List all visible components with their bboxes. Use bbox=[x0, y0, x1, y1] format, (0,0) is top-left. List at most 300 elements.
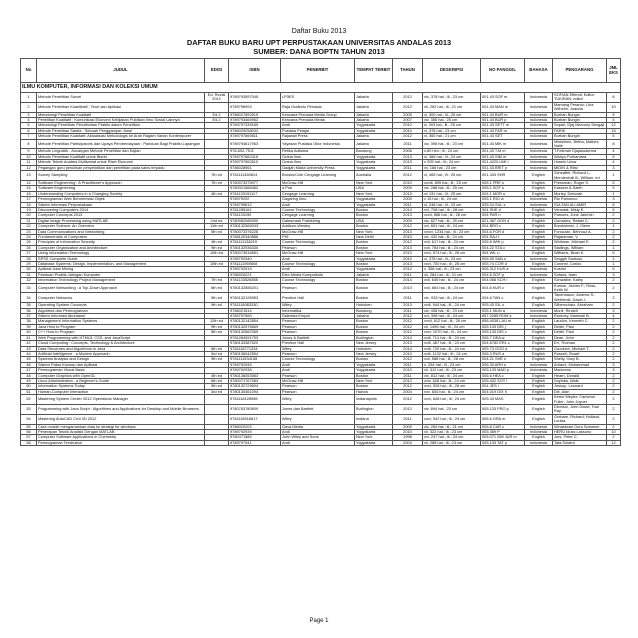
section-row bbox=[21, 83, 621, 93]
table-cell: 001.43 BUR m bbox=[481, 112, 525, 117]
table-cell: Wiley bbox=[281, 414, 355, 424]
table-cell: Madcoms bbox=[553, 368, 607, 373]
table-cell: English bbox=[525, 229, 553, 234]
table-cell: 005.1 RIO w bbox=[481, 197, 525, 202]
table-cell: Yogyakarta bbox=[355, 128, 393, 133]
table-cell: 37 bbox=[21, 314, 37, 319]
table-cell: English bbox=[525, 335, 553, 340]
table-cell: 56 bbox=[21, 430, 37, 435]
table-cell: 5 bbox=[607, 180, 621, 185]
table-cell: Laudon, Kenneth C. bbox=[553, 319, 607, 324]
table-cell: 2010 bbox=[393, 123, 423, 128]
table-cell: x 205 hal.; ill.; 24 cm bbox=[423, 160, 481, 165]
table-cell: 004.6 SOF p bbox=[481, 272, 525, 277]
table-cell: 2 bbox=[607, 341, 621, 346]
table-cell: 9780471585 bbox=[229, 435, 281, 440]
table-cell: 44 bbox=[21, 351, 37, 356]
table-cell: 10th ed bbox=[205, 262, 229, 267]
table-cell: English bbox=[525, 278, 553, 283]
table-cell: Gonzalez, Rafael C. bbox=[553, 218, 607, 223]
table-cell: Penelitian Kualitatif : Komunikasi Ekonomi Kebijakan Publikan Ilmu Sosial Lainnya bbox=[37, 118, 205, 123]
table-cell: 001.43 SOF m bbox=[481, 93, 525, 103]
table-cell: Mikkelsen, Britha; Mathes Nalle bbox=[553, 139, 607, 149]
table-cell: 11 bbox=[21, 160, 37, 165]
col-tempat: TEMPAT TERBIT bbox=[355, 59, 393, 83]
table-cell: Mamang Peranto; Lina Wilhelm; Juanda bbox=[553, 102, 607, 112]
table-cell: Pearson bbox=[281, 389, 355, 394]
table-cell: Jones & Bartlett bbox=[281, 335, 355, 340]
table-cell: xiv, 827 hal.; ill.; 25 cm bbox=[423, 218, 481, 223]
table-cell: 025.04 SUL s bbox=[481, 202, 525, 207]
table-cell: Metode Linguistik : Ancangan Metode Penelitian dan Kajian bbox=[37, 149, 205, 154]
section-label: ILMU KOMPUTER, INFORMASI DAN KOLEKSI UMUM bbox=[21, 83, 621, 93]
table-cell: xv 131 hal.; ill.; 25 cm bbox=[423, 191, 481, 196]
table-cell: 9789795612 bbox=[229, 202, 281, 207]
book-table bbox=[20, 58, 621, 446]
table-cell: Discovering Computers 2014 bbox=[37, 207, 205, 212]
table-cell: xiv, 396 hal.; ill.; 23 cm bbox=[423, 139, 481, 149]
table-cell: 38 bbox=[21, 319, 37, 324]
table-cell: Refika Aditama bbox=[281, 149, 355, 154]
table-cell: 1 bbox=[607, 171, 621, 181]
table-cell: 9781111534158 bbox=[229, 357, 281, 362]
table-cell: 2014 bbox=[393, 335, 423, 340]
table-cell: Indonesia bbox=[525, 424, 553, 429]
table-cell: Arhami, Muhammad bbox=[553, 362, 607, 367]
table-cell: Cloud Computing : Concepts, Technology & Architecture bbox=[37, 341, 205, 346]
table-cell: xxv, 834 hal.; ill.; 24 cm bbox=[423, 389, 481, 394]
table-cell: 9786021514 bbox=[229, 308, 281, 313]
table-row bbox=[21, 102, 621, 112]
table-cell: Jakarta bbox=[355, 93, 393, 103]
table-cell: English bbox=[525, 213, 553, 218]
table-cell: 9781133191117 bbox=[229, 191, 281, 196]
table-cell: Jakarta bbox=[355, 314, 393, 319]
table-cell: 9781284091793 bbox=[229, 335, 281, 340]
table-cell: 9780132662369 bbox=[229, 330, 281, 335]
table-cell: English bbox=[525, 319, 553, 324]
table-cell: 3 bbox=[607, 368, 621, 373]
table-cell: 21 bbox=[21, 218, 37, 223]
table-cell: xvi, 651 hal.; ill.; 24 cm bbox=[423, 224, 481, 229]
table-cell: Shelly, Gary B. bbox=[553, 357, 607, 362]
table-cell: Yogyakarta bbox=[355, 154, 393, 159]
table-cell: 005.133 TAT p bbox=[481, 440, 525, 445]
table-cell: Information Technology Project Management bbox=[37, 278, 205, 283]
table-cell: Pustaka Pelajar bbox=[281, 128, 355, 133]
table-cell: 2012 bbox=[393, 314, 423, 319]
col-bahasa: BAHASA bbox=[525, 59, 553, 83]
col-jml-eks: JML EKS bbox=[607, 59, 621, 83]
table-cell: English bbox=[525, 191, 553, 196]
table-cell: 1 bbox=[607, 224, 621, 229]
table-cell: xvii, 617 hal.; ill.; 24 cm bbox=[423, 240, 481, 245]
table-cell: 1 bbox=[607, 262, 621, 267]
table-cell: 658.4038 LAU m bbox=[481, 319, 525, 324]
table-cell: 54 bbox=[21, 414, 37, 424]
table-cell: Survey Sampling bbox=[37, 171, 205, 181]
table-cell: 005.43 MAS bbox=[481, 395, 525, 405]
table-cell: McGraw-Hill bbox=[281, 180, 355, 185]
table-cell: xxvii, 856 hal.; ill.; 28 cm bbox=[423, 213, 481, 218]
table-cell: Indonesia bbox=[525, 272, 553, 277]
table-cell: Bandung bbox=[355, 308, 393, 313]
table-cell: Dionisio, John David; Toal Ray bbox=[553, 404, 607, 414]
table-cell: McGraw-Hill bbox=[281, 251, 355, 256]
table-cell: xxvi, 574 hal.; ill.; 28 cm bbox=[423, 251, 481, 256]
table-cell: 5th ed bbox=[205, 293, 229, 303]
table-cell: 2012 bbox=[393, 404, 423, 414]
table-cell: 9780073376226 bbox=[229, 229, 281, 234]
table-cell: Gatesmark Publishing bbox=[281, 218, 355, 223]
table-cell: 2 bbox=[607, 373, 621, 378]
table-cell: 2012 bbox=[393, 267, 423, 272]
table-cell: xviii, 1132 hal.; ill.; 24 cm bbox=[423, 351, 481, 356]
col-no: No bbox=[21, 59, 37, 83]
table-cell: 29 bbox=[21, 262, 37, 267]
table-cell: 2014 bbox=[393, 346, 423, 351]
table-cell: 12th ed bbox=[205, 319, 229, 324]
table-cell: 9789792940 bbox=[229, 256, 281, 261]
table-cell: 005.55 SAN s bbox=[481, 256, 525, 261]
table-cell: Indonesia bbox=[525, 123, 553, 128]
table-cell: Dean, John bbox=[553, 335, 607, 340]
table-cell: 8 bbox=[607, 202, 621, 207]
table-cell: New Jersey bbox=[355, 341, 393, 346]
table-cell: Indonesia bbox=[525, 128, 553, 133]
table-cell: English bbox=[525, 357, 553, 362]
table-cell: 3 bbox=[607, 165, 621, 170]
table-cell: 2009 bbox=[393, 186, 423, 191]
table-cell: Tanenbaum, Andrew S.; Wetherall, David J. bbox=[553, 293, 607, 303]
table-cell: Java How to Program bbox=[37, 324, 205, 329]
table-cell: 4th ed bbox=[205, 240, 229, 245]
table-cell: Yogyakarta bbox=[355, 362, 393, 367]
table-cell: 9780132856201 bbox=[229, 283, 281, 293]
table-cell: 25 bbox=[21, 240, 37, 245]
col-deskripsi: DESKRIPSI bbox=[423, 59, 481, 83]
table-cell: Vermaat, Misty E. bbox=[553, 207, 607, 212]
table-cell: Boston bbox=[355, 319, 393, 324]
table-cell: 2013 bbox=[393, 160, 423, 165]
table-cell: xxvi, 942 hal.; ill.; 24 cm bbox=[423, 414, 481, 424]
table-cell: Information Systems Today bbox=[37, 384, 205, 389]
table-cell: Informatika bbox=[281, 308, 355, 313]
table-cell: Pearson bbox=[281, 319, 355, 324]
table-cell: 6th ed bbox=[205, 283, 229, 293]
table-cell: 2 bbox=[607, 395, 621, 405]
table-cell: 621.367 GON d bbox=[481, 218, 525, 223]
table-cell: xii, 252 hal.; ill.; 21 cm bbox=[423, 102, 481, 112]
table-cell: Web Programming with HTML5, CSS, and JavaScript bbox=[37, 335, 205, 340]
table-cell: English bbox=[525, 180, 553, 185]
table-cell: Andi bbox=[281, 368, 355, 373]
table-cell: 2004 bbox=[393, 440, 423, 445]
table-cell: 9780136042594 bbox=[229, 351, 281, 356]
table-cell: 2012 bbox=[393, 319, 423, 324]
table-row bbox=[21, 404, 621, 414]
table-cell: Rajawali Press bbox=[281, 134, 355, 139]
table-cell: 3 bbox=[21, 112, 37, 117]
table-cell: 50 bbox=[21, 384, 37, 389]
table-cell: Fundamentals of Computers bbox=[37, 234, 205, 239]
table-cell: 6th ed bbox=[205, 346, 229, 351]
table-cell: 4 bbox=[607, 160, 621, 165]
table-cell: xxvi, 528 hal.; ill.; 28 cm bbox=[423, 384, 481, 389]
table-cell: Indonesia bbox=[525, 102, 553, 112]
table-cell: Burlington bbox=[355, 335, 393, 340]
table-cell: xix, 933 hal.; ill.; 24 cm bbox=[423, 293, 481, 303]
table-cell: Hoboken bbox=[355, 346, 393, 351]
table-cell: 005.73 GOO d bbox=[481, 346, 525, 351]
table-cell: Operating System Concepts bbox=[37, 303, 205, 308]
table-cell: xxvi, 700 hal.; ill.; 28 cm bbox=[423, 262, 481, 267]
table-cell: 005.1 MUN a bbox=[481, 308, 525, 313]
table-cell: xli, 1496 hal.; ill.; 24 cm bbox=[423, 324, 481, 329]
table-cell: Wiley bbox=[281, 346, 355, 351]
table-cell: 9781133190 bbox=[229, 213, 281, 218]
table-cell: Software Engineering bbox=[37, 186, 205, 191]
table-cell: xxvi, 648 hal.; ill.; 24 cm bbox=[423, 395, 481, 405]
table-cell: Andi bbox=[281, 256, 355, 261]
table-cell: Dix, Alan bbox=[553, 389, 607, 394]
table-cell: New York bbox=[355, 191, 393, 196]
table-cell: 45 bbox=[21, 357, 37, 362]
table-cell: 001.4220 UMI I bbox=[481, 160, 525, 165]
table-cell bbox=[205, 395, 229, 405]
table-cell: English bbox=[525, 262, 553, 267]
table-cell: 9781111969608 bbox=[229, 262, 281, 267]
table-cell: Addison-Wesley bbox=[281, 224, 355, 229]
table-cell: Jakarta bbox=[355, 102, 393, 112]
table-cell: Prentice Hall bbox=[281, 293, 355, 303]
table-cell: Pearson bbox=[281, 384, 355, 389]
table-cell: 58 bbox=[21, 440, 37, 445]
table-cell: 005.432 SOY l bbox=[481, 378, 525, 383]
table-cell: Pearson bbox=[281, 330, 355, 335]
table-cell: Human-Computer Interaction bbox=[37, 389, 205, 394]
table-cell: Yogyakarta bbox=[355, 440, 393, 445]
table-cell: 9781118771334 bbox=[229, 346, 281, 351]
table-cell: Cengage Learning bbox=[281, 191, 355, 196]
table-cell: Australia bbox=[355, 171, 393, 181]
table-cell: 2 bbox=[607, 389, 621, 394]
table-cell: 8 bbox=[21, 139, 37, 149]
table-cell: Yogyakarta bbox=[355, 202, 393, 207]
table-cell: 36 bbox=[21, 308, 37, 313]
table-cell: English bbox=[525, 234, 553, 239]
table-cell: Andi bbox=[281, 430, 355, 435]
table-cell: 9786020221 bbox=[229, 272, 281, 277]
table-cell: 2012 bbox=[393, 171, 423, 181]
table-cell: 9781118063330 bbox=[229, 303, 281, 308]
table-cell: 001.433 SHR bbox=[481, 171, 525, 181]
table-cell: 9th ed bbox=[205, 245, 229, 250]
table-cell: Prentice Hall bbox=[281, 341, 355, 346]
table-cell: New York bbox=[355, 378, 393, 383]
table-cell: Pemrograman Terstruktur bbox=[37, 440, 205, 445]
table-cell: Course Technology bbox=[281, 262, 355, 267]
table-cell: 2 bbox=[607, 404, 621, 414]
table-cell: 5 bbox=[607, 267, 621, 272]
table-cell: Sistem Informasi Akuntansi bbox=[37, 314, 205, 319]
table-cell: 005.133 PRO p bbox=[481, 404, 525, 414]
table-cell: 2013 bbox=[393, 229, 423, 234]
table-cell: 9780982085400 bbox=[229, 218, 281, 223]
table-cell: Boston bbox=[355, 373, 393, 378]
table-cell: Soyinka, Wale bbox=[553, 378, 607, 383]
table-cell bbox=[205, 139, 229, 149]
table-cell: 32 bbox=[21, 278, 37, 283]
table-cell: English bbox=[525, 384, 553, 389]
table-cell: 004.068 SCH i bbox=[481, 278, 525, 283]
table-cell: Computer Networks bbox=[37, 293, 205, 303]
table-cell: xviii, 720 hal.; ill.; 24 cm bbox=[423, 346, 481, 351]
table-cell: Indonesia bbox=[525, 160, 553, 165]
table-cell: Indonesia bbox=[525, 267, 553, 272]
table-cell: Wahyu Purhantara bbox=[553, 154, 607, 159]
table-cell: 2 bbox=[607, 213, 621, 218]
table-cell: 42 bbox=[21, 341, 37, 346]
table-cell: Russell, Stuart bbox=[553, 351, 607, 356]
table-cell: 2 bbox=[607, 293, 621, 303]
table-cell: 005.43 SIL o bbox=[481, 303, 525, 308]
table-cell: 7th ed bbox=[205, 278, 229, 283]
table-cell: 004.6 FOR d bbox=[481, 229, 525, 234]
table-cell: 9789792919 bbox=[229, 267, 281, 272]
table-cell: 28 bbox=[21, 256, 37, 261]
table-cell: Panduan Praktis Jaringan Komputer bbox=[37, 272, 205, 277]
table-cell: English bbox=[525, 186, 553, 191]
table-cell: 3 bbox=[607, 308, 621, 313]
table-cell: Deitel, Paul bbox=[553, 324, 607, 329]
table-cell: xix, 812 hal.; ill.; 24 cm bbox=[423, 373, 481, 378]
col-no-panggil: NO PANGGIL bbox=[481, 59, 525, 83]
table-cell: 39 bbox=[21, 324, 37, 329]
table-cell: xxii, 645 hal.; ill.; 24 cm bbox=[423, 278, 481, 283]
table-cell: 2005 bbox=[393, 112, 423, 117]
table-cell bbox=[205, 440, 229, 445]
table-cell: 9781118128985 bbox=[229, 395, 281, 405]
table-cell: Principles of Information Security bbox=[37, 240, 205, 245]
table-cell: Indonesia bbox=[525, 112, 553, 117]
table-cell: 5 bbox=[607, 134, 621, 139]
table-cell: 30 bbox=[21, 267, 37, 272]
table-cell: xviii, 714 hal.; ill.; 24 cm bbox=[423, 335, 481, 340]
table-cell: Yogyakarta bbox=[355, 197, 393, 202]
table-cell: 17 bbox=[21, 197, 37, 202]
table-cell: 2010 bbox=[393, 128, 423, 133]
table-cell: 006.6 HEA c bbox=[481, 373, 525, 378]
table-cell: English bbox=[525, 303, 553, 308]
table-cell: 5 bbox=[607, 154, 621, 159]
table-cell: Indonesia bbox=[525, 362, 553, 367]
table-cell: Metodo Penelitian Kualitatif untuk Bisnis bbox=[37, 154, 205, 159]
table-cell: Pearson bbox=[281, 324, 355, 329]
table-cell: Metodologi Penelitian Kualitatif bbox=[37, 112, 205, 117]
table-cell: Gagaring Ilmu bbox=[281, 197, 355, 202]
table-cell: Data Communications and Networking bbox=[37, 229, 205, 234]
table-cell: 9786027892519 bbox=[229, 112, 281, 117]
table-cell: Wiley bbox=[281, 303, 355, 308]
table-cell: 2012 bbox=[393, 102, 423, 112]
table-cell: 2012 bbox=[393, 330, 423, 335]
table-cell: English bbox=[525, 414, 553, 424]
table-cell: xxii, 764 hal.; ill.; 24 cm bbox=[423, 245, 481, 250]
table-cell: Metode Penelitian Survei bbox=[37, 93, 205, 103]
table-cell: 40 bbox=[21, 330, 37, 335]
table-cell: 9789793597045 bbox=[229, 93, 281, 103]
table-cell: Computer Concepts 2013 bbox=[37, 213, 205, 218]
table-cell: 2011 bbox=[393, 414, 423, 424]
table-cell: xi, 378 hal.; ill.; 23 cm bbox=[423, 256, 481, 261]
table-cell: Kencana Prenada Media Group bbox=[281, 112, 355, 117]
table-cell: Stallings, William bbox=[553, 245, 607, 250]
table-row bbox=[21, 139, 621, 149]
table-cell: Jessup, Leonard bbox=[553, 384, 607, 389]
table-cell: Kerrie Meyler; Cameron Fuller; John Joyner bbox=[553, 395, 607, 405]
table-cell: x 15 hal.; ill.; 24 cm bbox=[423, 197, 481, 202]
table-cell: 2 bbox=[607, 330, 621, 335]
table-row bbox=[21, 414, 621, 424]
table-cell: Pemrograman Visual Basic bbox=[37, 368, 205, 373]
table-cell: 47 bbox=[21, 368, 37, 373]
col-judul: JUDUL bbox=[37, 59, 205, 83]
table-cell: Burhan Bungin bbox=[553, 134, 607, 139]
table-cell: Indonesia bbox=[525, 430, 553, 435]
table-cell: 5 bbox=[607, 207, 621, 212]
table-cell: 2012 bbox=[393, 93, 423, 103]
table-cell: Whitman, Michael E. bbox=[553, 240, 607, 245]
table-cell: 3 bbox=[607, 197, 621, 202]
table-row bbox=[21, 293, 621, 303]
table-cell: 9th ed bbox=[205, 357, 229, 362]
table-cell: 55 bbox=[21, 424, 37, 429]
table-cell: 9789797941 bbox=[229, 440, 281, 445]
table-cell bbox=[205, 414, 229, 424]
table-cell: English bbox=[525, 389, 553, 394]
table-cell: Indonesia bbox=[525, 134, 553, 139]
table-cell: 19 bbox=[21, 207, 37, 212]
table-cell: 6th ed bbox=[205, 378, 229, 383]
table-cell: xxxii, 612 hal.; ill.; 28 cm bbox=[423, 319, 481, 324]
table-cell: 9786029258032 bbox=[229, 128, 281, 133]
table-cell: Boston bbox=[355, 357, 393, 362]
table-cell: USA bbox=[355, 186, 393, 191]
table-cell: Andi bbox=[281, 202, 355, 207]
table-cell: USA bbox=[355, 218, 393, 223]
table-cell: 001.43 MIK m bbox=[481, 139, 525, 149]
table-cell: 3rd ed bbox=[205, 389, 229, 394]
table-cell: 2011 bbox=[393, 362, 423, 367]
table-cell: Wiley bbox=[281, 395, 355, 405]
col-isbn: ISBN bbox=[229, 59, 281, 83]
table-cell: 46 bbox=[21, 362, 37, 367]
table-cell: 9 bbox=[21, 149, 37, 154]
table-cell: New Delhi bbox=[355, 234, 393, 239]
table-cell: Elex Media Komputindo bbox=[281, 272, 355, 277]
table-cell: Jurs, Peter C. bbox=[553, 435, 607, 440]
table-cell: 9780136053583 bbox=[229, 373, 281, 378]
table-cell: 004.22 STA c bbox=[481, 245, 525, 250]
table-cell: 001.43 FAR m bbox=[481, 128, 525, 133]
table-cell: xxviii, 895 hal.; ill.; 25 cm bbox=[423, 180, 481, 185]
table-cell: Boston bbox=[355, 224, 393, 229]
table-cell: xii, 284 hal.; ill.; 21 cm bbox=[423, 272, 481, 277]
table-cell: SOFIAN Effendi; Editor; TUKIRAN; editor bbox=[553, 93, 607, 103]
table-cell: 9780132142854 bbox=[229, 319, 281, 324]
table-cell: 2012 bbox=[393, 324, 423, 329]
